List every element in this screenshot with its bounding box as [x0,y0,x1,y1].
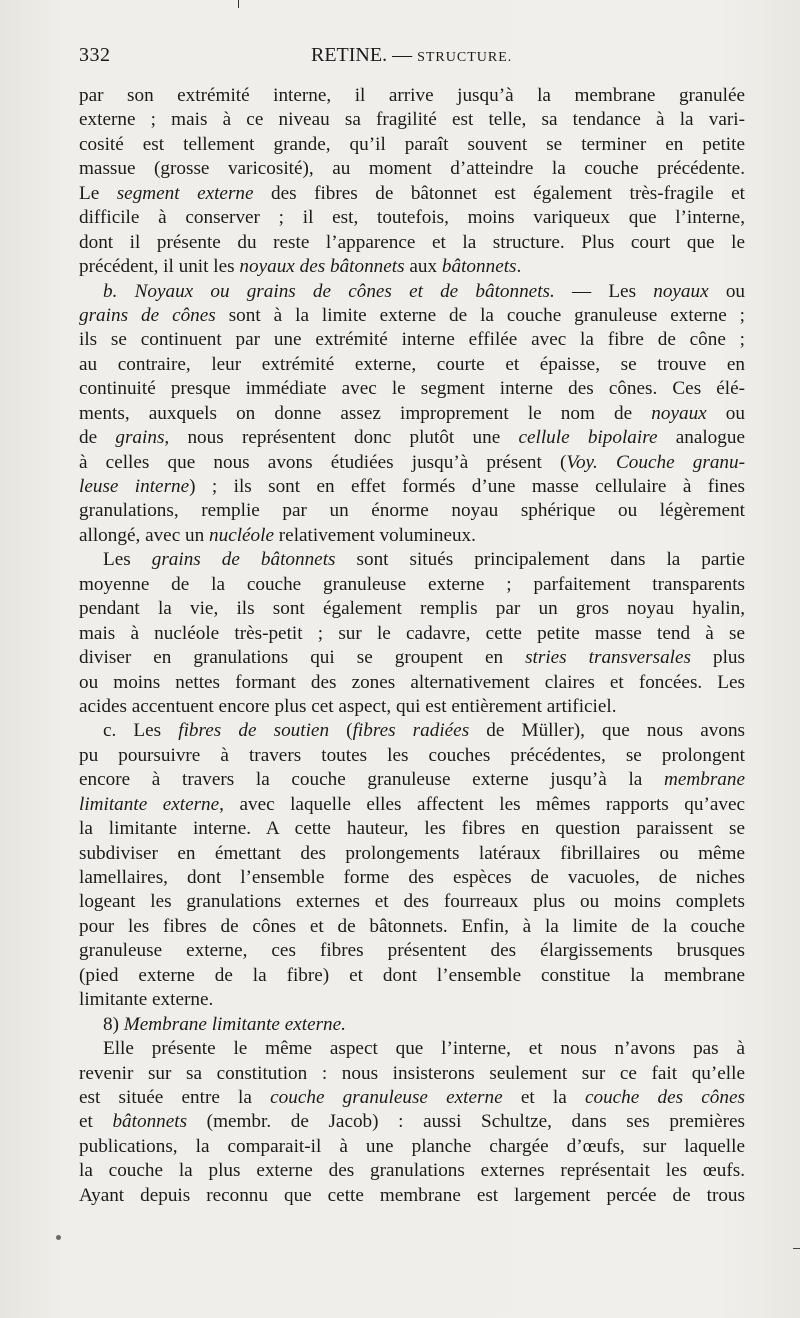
running-head-section: STRUCTURE. [417,50,513,65]
text-line: par son extrémité interne, il arrive jusqu’à la membrane granulée [79,85,745,106]
text-run: aux [404,256,442,278]
italic-term: noyaux [651,402,707,424]
text-run: . [516,256,522,278]
text-line [79,793,745,817]
text-run: et la [502,1086,585,1108]
text-line: la couche la plus externe des granulations externes représentait les œufs. [79,1160,745,1182]
text-line [79,646,745,670]
text-line [79,255,745,279]
text-line: acides accentuent encore plus cet aspect, qui est entièrement artificiel. [79,695,617,717]
text-run: est située entre la [79,1086,271,1108]
section-number: 8) [103,1013,124,1035]
text-run: c. Les [103,720,179,742]
text-line [79,548,745,572]
page-number: 332 [79,44,111,66]
italic-term: nucléole [209,524,274,546]
text-run: ou [706,402,745,424]
text-line: logeant les granulations externes et des fourreaux plus ou moins complets [79,891,745,913]
text-line: pendant la vie, ils sont également remplis par un gros noyau hyalin, [79,598,745,620]
text-line: massue (grosse varicosité), au moment d’atteindre la couche précédente. [79,158,745,180]
edge-mark [793,1248,800,1249]
text-run: sont à la limite externe de la couche granuleuse externe ; [215,304,745,326]
text-line [79,402,745,426]
italic-term: noyaux [653,280,709,302]
body-text [79,84,745,1208]
text-line: limitante externe. [79,989,214,1011]
text-line: publications, la comparait-il à une planche chargée d’œufs, sur laquelle [79,1135,745,1157]
italic-term: fibres radiées [352,720,470,742]
text-line [79,475,745,499]
italic-term: limitante externe [79,793,220,815]
text-run: de [79,427,116,449]
text-line: granuleuse externe, ces fibres présentent des élargissements brusques [79,940,745,962]
text-line: Elle présente le même aspect que l’interne, et nous n’avons pas à [103,1038,745,1060]
text-run: précédent, il unit les [79,256,240,278]
text-line: cosité est tellement grande, qu’il paraît souvent se terminer en petite [79,133,745,155]
text-line: revenir sur sa constitution : nous insisterons seulement sur ce fait qu’elle [79,1062,745,1084]
text-line: pour les fibres de cônes et de bâtonnets. Enfin, à la limite de la couche [79,915,745,937]
running-head-title: RETINE. [311,44,388,66]
italic-term: grains [115,427,165,449]
text-run: ) ; ils sont en effet formés d’une masse cellulaire à fines [189,476,745,497]
page-header [79,44,744,74]
print-mark [238,0,239,8]
text-line: (pied externe de la fibre) et dont l’ensemble constitue la membrane [79,964,745,986]
text-run: (membr. de Jacob) : aussi Schultze, dans ses premières [187,1111,745,1133]
text-run: Les [103,549,152,571]
text-run: ments, auxquels on donne assez improprement le nom de [79,402,652,424]
text-line: ils se continuent par une extrémité interne effilée avec la fibre de cône ; [79,329,745,351]
section-heading: Membrane limitante externe. [123,1013,346,1035]
italic-term: grains de bâtonnets [151,549,336,571]
subsection-heading-line [79,280,745,304]
running-head [311,44,512,67]
italic-term: stries transversales [525,647,691,669]
text-run: encore à travers la couche granuleuse externe jusqu’à la [79,769,664,791]
text-line: au contraire, leur extrémité externe, courte et épaisse, se trouve en [79,353,745,375]
text-line [79,304,745,328]
text-line: ou moins nettes formant des zones alternativement claires et foncées. Les [79,671,745,693]
text-run: Le [79,182,117,204]
subsection-heading: b. Noyaux ou grains de cônes et de bâtonnets. [103,280,555,302]
italic-term: bâtonnets [112,1111,188,1133]
italic-term: bâtonnets [441,256,517,278]
text-line [79,451,745,475]
ink-dot [56,1235,61,1240]
italic-term: fibres de soutien [178,720,330,742]
italic-term: couche granuleuse externe [270,1086,503,1108]
text-run: ( [329,720,353,742]
italic-term: grains de cônes [79,304,216,326]
text-line: subdiviser en émettant des prolongements latéraux fibrillaires ou même [79,842,745,864]
text-run: ou [708,280,745,302]
running-head-dash: — [387,44,418,66]
text-line [79,768,745,792]
text-line [79,1110,745,1134]
italic-term: membrane [664,769,745,791]
text-line: mais à nucléole très-petit ; sur le cadavre, cette petite masse tend à se [79,622,745,644]
text-line: lamellaires, dont l’ensemble forme des espèces de vacuoles, de niches [79,867,745,888]
italic-term: cellule bipolaire [518,427,658,449]
text-run: diviser en granulations qui se groupent en [79,647,526,669]
text-line [79,182,745,206]
text-run: plus [690,647,745,669]
section-heading-line [79,1013,745,1037]
italic-term: couche des cônes [584,1086,745,1108]
text-run: à celles que nous avons étudiées jusqu’à présent ( [79,451,567,473]
text-run: allongé, avec un [79,524,209,546]
italic-term: segment externe [116,182,254,204]
text-line [79,426,745,450]
italic-term: noyaux des bâtonnets [239,256,405,278]
text-run: des fibres de bâtonnet est également très-fragile et [253,182,745,204]
text-line: la limitante interne. A cette hauteur, les fibres en question paraissent se [79,818,745,840]
text-run: — Les [554,280,654,302]
text-line: moyenne de la couche granuleuse externe ; parfaitement transparents [79,573,745,595]
text-line: pu poursuivre à travers toutes les couches précédentes, se prolongent [79,744,745,766]
text-run: sont situés principalement dans la partie [335,549,745,571]
text-line: difficile à conserver ; il est, toutefois, moins variqueux que l’interne, [79,207,745,229]
text-line [79,1086,745,1110]
text-run: analogue [657,427,745,449]
text-line: externe ; mais à ce niveau sa fragilité est telle, sa tendance à la vari- [79,109,745,131]
text-line: dont il présente du reste l’apparence et la structure. Plus court que le [79,231,745,253]
text-line [79,524,745,548]
text-run: de Müller), que nous avons [469,720,745,742]
text-line: granulations, remplie par un énorme noyau sphérique ou légèrement [79,500,745,522]
text-run: , nous représentent donc plutôt une [164,427,519,449]
text-run: , avec laquelle elles affectent les mêmes rapports qu’avec [219,793,745,815]
text-line: Ayant depuis reconnu que cette membrane est largement percée de trous [79,1184,745,1206]
italic-term: leuse interne [79,476,190,497]
text-run: relativement volumineux. [274,524,476,546]
text-line: continuité presque immédiate avec le segment interne des cônes. Ces élé- [79,378,745,400]
text-line [79,719,745,743]
text-run: et [79,1111,113,1133]
italic-term: Voy. Couche granu- [566,451,745,473]
